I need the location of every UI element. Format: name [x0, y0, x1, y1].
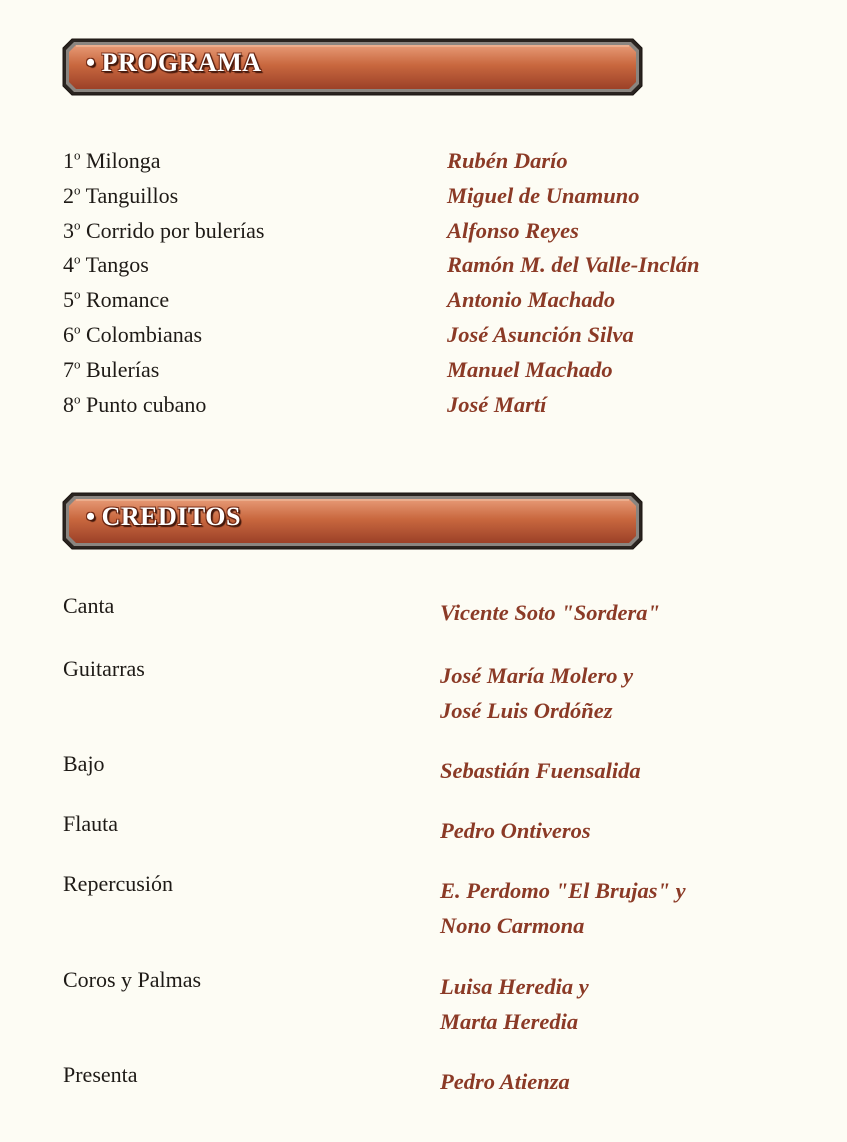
program-item-name: Punto cubano	[86, 391, 207, 417]
creditos-title: • CREDITOS	[86, 502, 241, 531]
program-item-title	[63, 392, 206, 418]
program-item-name: Colombianas	[86, 322, 203, 347]
program-item-number: 2	[63, 182, 74, 208]
program-item-number: 6	[63, 322, 74, 347]
program-item-author: Alfonso Reyes	[447, 217, 579, 243]
credit-name: José Luis Ordóñez	[440, 698, 613, 723]
program-item-title	[63, 183, 178, 209]
program-item-name: Milonga	[86, 148, 161, 173]
credit-role: Bajo	[63, 751, 105, 776]
program-item	[0, 183, 847, 218]
program-item	[0, 392, 847, 427]
program-item-name: Bulerías	[86, 356, 160, 382]
program-item-title	[63, 287, 169, 313]
program-item-number: 7	[63, 356, 74, 382]
credit-name: Pedro Atienza	[440, 1069, 570, 1094]
programa-title: • PROGRAMA	[86, 48, 262, 77]
credit-role: Presenta	[63, 1062, 138, 1087]
program-item-name: Corrido por bulerías	[86, 217, 265, 243]
program-item	[0, 322, 847, 357]
program-item-author: Antonio Machado	[447, 287, 616, 313]
credit-role: Flauta	[63, 811, 118, 836]
program-item-title	[63, 252, 149, 278]
program-item-number: 8	[63, 391, 74, 417]
program-item-ordinal: o	[74, 391, 81, 407]
program-item-title	[63, 322, 202, 348]
program-item-title	[63, 148, 161, 174]
program-item-author: Miguel de Unamuno	[447, 182, 640, 208]
credit-role: Canta	[63, 593, 115, 618]
credit-names	[440, 813, 591, 848]
program-item	[0, 218, 847, 253]
program-item-ordinal: o	[74, 356, 81, 372]
credit-names	[440, 753, 641, 788]
credit-name: Nono Carmona	[440, 913, 585, 938]
credit-role: Guitarras	[63, 656, 145, 681]
program-item-ordinal: o	[74, 182, 81, 198]
credit-names	[440, 873, 686, 943]
program-item-number: 4	[63, 252, 74, 278]
credit-name: Pedro Ontiveros	[440, 818, 591, 843]
program-item-author: Manuel Machado	[447, 356, 613, 382]
program-item-author: Rubén Darío	[447, 148, 568, 173]
program-item-author: Ramón M. del Valle-Inclán	[447, 252, 700, 278]
credit-names	[440, 1064, 570, 1099]
program-item-number: 5	[63, 287, 74, 313]
program-item-author: José Martí	[447, 391, 547, 417]
program-item-ordinal: o	[74, 147, 81, 163]
credit-name: Luisa Heredia y	[440, 974, 589, 999]
bullet-icon: •	[86, 48, 96, 77]
credit-role: Coros y Palmas	[63, 967, 202, 992]
credit-name: Vicente Soto "Sordera"	[440, 600, 661, 625]
credit-role: Repercusión	[63, 871, 173, 896]
credit-name: Marta Heredia	[440, 1009, 579, 1034]
program-item-ordinal: o	[74, 252, 81, 268]
program-item	[0, 252, 847, 287]
program-item	[0, 357, 847, 392]
program-item-number: 1	[63, 148, 74, 173]
program-item-title	[63, 218, 264, 244]
program-item-author: José Asunción Silva	[447, 322, 634, 347]
program-item-ordinal: o	[74, 217, 81, 233]
credit-name: José María Molero y	[440, 663, 634, 688]
programa-header	[62, 38, 643, 96]
program-item	[0, 287, 847, 322]
credit-names	[440, 969, 589, 1039]
program-item-ordinal: o	[74, 321, 81, 337]
credit-names	[440, 658, 633, 728]
credit-name: E. Perdomo "El Brujas" y	[440, 878, 686, 903]
program-item-ordinal: o	[74, 286, 81, 302]
program-item-name: Tanguillos	[85, 182, 179, 208]
bullet-icon: •	[86, 502, 96, 531]
program-item	[0, 148, 847, 183]
creditos-header	[62, 492, 643, 550]
program-item-title	[63, 357, 159, 383]
program-item-number: 3	[63, 217, 74, 243]
credit-names	[440, 595, 660, 630]
credit-name: Sebastián Fuensalida	[440, 758, 641, 783]
program-item-name: Tangos	[85, 252, 149, 278]
program-item-name: Romance	[86, 287, 170, 313]
